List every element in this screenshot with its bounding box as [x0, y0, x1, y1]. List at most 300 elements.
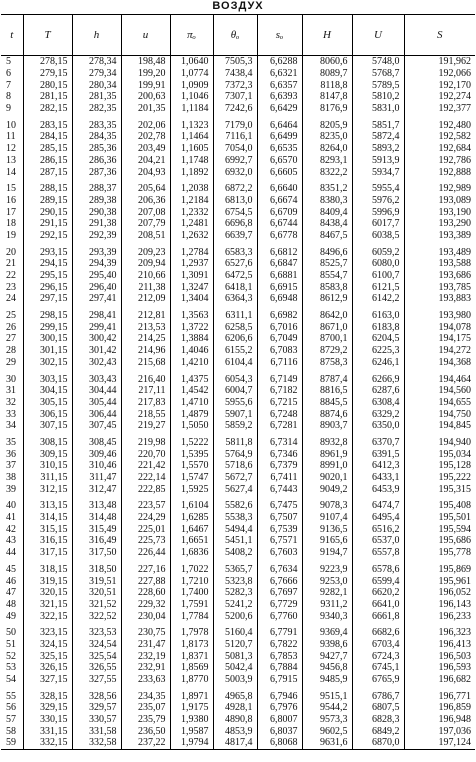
table-cell: 8264,0	[302, 143, 352, 155]
table-cell: 5627,4	[213, 483, 257, 495]
table-cell: 196,323	[404, 622, 475, 639]
table-cell: 195,869	[404, 559, 475, 576]
table-cell: 56	[6, 702, 16, 714]
table-cell: 8903,7	[302, 420, 352, 432]
table-cell: 6,7853	[257, 650, 302, 662]
table-cell: 50	[6, 627, 16, 639]
table-cell: 295,15	[23, 270, 72, 282]
table-cell: 6,7729	[257, 599, 302, 611]
table-cell: 228,60	[121, 587, 170, 599]
table-cell: 6703,4	[352, 639, 404, 651]
table-cell: 6872,2	[213, 178, 257, 195]
table-cell: 6,8037	[257, 725, 302, 737]
table-cell: 6,7281	[257, 420, 302, 432]
table-row	[1, 408, 475, 420]
table-cell: 304,15	[23, 385, 72, 397]
table-cell: 44	[6, 547, 16, 559]
table-cell: 5120,7	[213, 639, 257, 651]
table-cell: 227,88	[121, 575, 170, 587]
table-cell: 193,883	[404, 293, 475, 305]
table-cell: 194,272	[404, 345, 475, 357]
table-cell: 5081,3	[213, 650, 257, 662]
table-cell: 6370,7	[352, 432, 404, 449]
table-cell: 209,23	[121, 241, 170, 258]
table-cell: 307,15	[23, 420, 72, 432]
table-row	[1, 195, 475, 207]
table-cell: 205,64	[121, 178, 170, 195]
table-cell: 5160,4	[213, 622, 257, 639]
table-cell: 6639,7	[213, 230, 257, 242]
table-cell: 8351,2	[302, 178, 352, 195]
table-cell: 22	[6, 270, 16, 282]
table-cell: 196,052	[404, 587, 475, 599]
table-cell: 8	[6, 91, 11, 103]
table-cell: 6,7760	[257, 610, 302, 622]
table-cell: 6849,2	[352, 725, 404, 737]
table-cell: 51	[6, 638, 16, 650]
table-row	[1, 472, 475, 484]
table-cell: 308,15	[23, 432, 72, 449]
table-cell: 6,6570	[257, 155, 302, 167]
table-cell: 6,7634	[257, 559, 302, 576]
table-cell: 195,501	[404, 512, 475, 524]
table-cell: 5768,7	[352, 68, 404, 80]
table-cell: 281,35	[72, 91, 121, 103]
table-cell: 7179,0	[213, 114, 257, 131]
table-cell: 6059,2	[352, 241, 404, 258]
table-cell: 287,15	[23, 166, 72, 178]
table-cell: 1,7784	[170, 610, 213, 622]
table-cell: 329,57	[72, 702, 121, 714]
table-cell: 6,7411	[257, 472, 302, 484]
table-cell: 6,6881	[257, 270, 302, 282]
table-cell: 7372,3	[213, 79, 257, 91]
table-cell: 213,53	[121, 321, 170, 333]
table-cell: 9631,6	[302, 737, 352, 749]
table-cell: 222,14	[121, 472, 170, 484]
table-cell: 16	[6, 194, 16, 206]
table-cell: 196,859	[404, 702, 475, 714]
table-cell: 8932,8	[302, 432, 352, 449]
table-cell: 9515,1	[302, 685, 352, 702]
table-cell: 6,7946	[257, 685, 302, 702]
table-cell: 1,6651	[170, 535, 213, 547]
table-cell: 6163,0	[352, 305, 404, 322]
table-cell: 36	[6, 448, 16, 460]
table-cell: 9369,4	[302, 622, 352, 639]
table-cell: 6724,3	[352, 650, 404, 662]
table-row	[1, 575, 475, 587]
table-cell: 7438,4	[213, 68, 257, 80]
table-cell: 196,413	[404, 639, 475, 651]
table-cell: 6453,9	[352, 483, 404, 495]
table-cell: 330,15	[23, 714, 72, 726]
table-cell: 219,27	[121, 420, 170, 432]
table-cell: 214,96	[121, 345, 170, 357]
table-cell: 1,5395	[170, 448, 213, 460]
table-cell: 9	[6, 103, 11, 115]
table-cell: 290,15	[23, 206, 72, 218]
table-row	[1, 599, 475, 611]
table-cell: 6,6948	[257, 293, 302, 305]
table-cell: 8816,5	[302, 385, 352, 397]
table-cell: 6516,2	[352, 523, 404, 535]
table-cell: 208,51	[121, 230, 170, 242]
table-cell: 7505,3	[213, 56, 257, 68]
table-cell: 1,7400	[170, 587, 213, 599]
table-cell: 49	[6, 610, 16, 622]
table-cell: 6,6674	[257, 195, 302, 207]
table-cell: 6,6393	[257, 91, 302, 103]
table-cell: 52	[6, 650, 16, 662]
table-cell: 194,464	[404, 368, 475, 385]
table-cell: 6311,1	[213, 305, 257, 322]
table-cell: 8612,9	[302, 293, 352, 305]
table-cell: 328,56	[72, 685, 121, 702]
table-cell: 1,6104	[170, 495, 213, 512]
table-cell: 320,15	[23, 587, 72, 599]
table-row	[1, 79, 475, 91]
table-cell: 192,066	[404, 68, 475, 80]
table-cell: 6100,7	[352, 270, 404, 282]
table-cell: 324,54	[72, 639, 121, 651]
table-cell: 308,45	[72, 432, 121, 449]
table-cell: 279,34	[72, 68, 121, 80]
table-row	[1, 622, 475, 639]
table-cell: 6,7314	[257, 432, 302, 449]
table-row	[1, 333, 475, 345]
table-cell: 12	[6, 143, 16, 155]
table-row	[1, 702, 475, 714]
table-cell: 194,560	[404, 385, 475, 397]
table-cell: 1,8971	[170, 685, 213, 702]
table-cell: 283,35	[72, 114, 121, 131]
table-row	[1, 206, 475, 218]
table-cell: 6,6321	[257, 68, 302, 80]
table-cell: 6,7116	[257, 357, 302, 369]
table-row	[1, 495, 475, 512]
table-cell: 35	[6, 436, 16, 448]
table-cell: 6583,3	[213, 241, 257, 258]
table-cell: 6,7884	[257, 662, 302, 674]
table-cell: 288,15	[23, 178, 72, 195]
table-cell: 223,57	[121, 495, 170, 512]
table-cell: 280,15	[23, 79, 72, 91]
table-cell: 217,83	[121, 397, 170, 409]
table-cell: 8554,7	[302, 270, 352, 282]
column-header: S	[404, 15, 475, 56]
table-cell: 8438,4	[302, 218, 352, 230]
table-cell: 316,15	[23, 535, 72, 547]
table-cell: 9223,9	[302, 559, 352, 576]
table-cell: 29	[6, 356, 16, 368]
table-cell: 5996,9	[352, 206, 404, 218]
table-cell: 6,7016	[257, 321, 302, 333]
table-cell: 5851,7	[352, 114, 404, 131]
table-cell: 315,49	[72, 523, 121, 535]
table-cell: 6,6778	[257, 230, 302, 242]
table-row	[1, 218, 475, 230]
table-cell: 306,44	[72, 408, 121, 420]
table-cell: 212,81	[121, 305, 170, 322]
table-cell: 6412,3	[352, 460, 404, 472]
table-row	[1, 178, 475, 195]
table-cell: 194,368	[404, 357, 475, 369]
table-cell: 282,15	[23, 103, 72, 115]
table-cell: 1,1323	[170, 114, 213, 131]
table-cell: 7242,6	[213, 103, 257, 115]
table-cell: 7054,0	[213, 143, 257, 155]
table-cell: 1,8569	[170, 662, 213, 674]
table-cell: 43	[6, 535, 16, 547]
table-cell: 9194,7	[302, 547, 352, 559]
table-cell: 5764,9	[213, 448, 257, 460]
column-header: U	[352, 15, 404, 56]
table-cell: 322,15	[23, 610, 72, 622]
table-row	[1, 345, 475, 357]
table-cell: 1,1892	[170, 166, 213, 178]
table-cell: 6786,7	[352, 685, 404, 702]
table-cell: 6,6744	[257, 218, 302, 230]
table-cell: 306,15	[23, 408, 72, 420]
table-cell: 194,175	[404, 333, 475, 345]
table-cell: 6,7539	[257, 523, 302, 535]
table-cell: 8758,3	[302, 357, 352, 369]
table-cell: 6661,8	[352, 610, 404, 622]
table-cell: 284,15	[23, 131, 72, 143]
table-cell: 235,07	[121, 702, 170, 714]
table-cell: 6828,3	[352, 714, 404, 726]
table-cell: 6472,5	[213, 270, 257, 282]
table-cell: 6258,5	[213, 321, 257, 333]
column-header: θₒ	[213, 15, 257, 56]
column-header: u	[121, 15, 170, 56]
table-cell: 1,5925	[170, 483, 213, 495]
table-cell: 5003,9	[213, 674, 257, 686]
table-cell: 6,6499	[257, 131, 302, 143]
table-cell: 304,44	[72, 385, 121, 397]
table-cell: 1,3722	[170, 321, 213, 333]
table-cell: 192,377	[404, 103, 475, 115]
table-cell: 6620,2	[352, 587, 404, 599]
table-cell: 1,9175	[170, 702, 213, 714]
table-cell: 23	[6, 281, 16, 293]
table-cell: 199,20	[121, 68, 170, 80]
table-cell: 1,8371	[170, 650, 213, 662]
table-cell: 6,6709	[257, 206, 302, 218]
table-cell: 310,15	[23, 460, 72, 472]
table-row	[1, 293, 475, 305]
table-cell: 34	[6, 420, 16, 432]
table-cell: 1,5570	[170, 460, 213, 472]
table-cell: 6,7215	[257, 397, 302, 409]
table-cell: 1,2784	[170, 241, 213, 258]
table-cell: 6,6357	[257, 79, 302, 91]
table-cell: 8642,0	[302, 305, 352, 322]
table-cell: 326,55	[72, 662, 121, 674]
table-cell: 299,41	[72, 321, 121, 333]
table-cell: 232,19	[121, 650, 170, 662]
table-cell: 4928,1	[213, 702, 257, 714]
table-cell: 6054,3	[213, 368, 257, 385]
table-cell: 1,4879	[170, 408, 213, 420]
table-cell: 1,0640	[170, 56, 213, 68]
table-cell: 1,2481	[170, 218, 213, 230]
table-cell: 300,15	[23, 333, 72, 345]
table-cell: 327,15	[23, 674, 72, 686]
table-cell: 192,170	[404, 79, 475, 91]
table-cell: 8583,8	[302, 281, 352, 293]
table-cell: 6364,3	[213, 293, 257, 305]
table-cell: 216,40	[121, 368, 170, 385]
table-cell: 1,9587	[170, 725, 213, 737]
table-cell: 328,15	[23, 685, 72, 702]
table-cell: 9456,8	[302, 662, 352, 674]
table-cell: 1,2632	[170, 230, 213, 242]
table-cell: 4965,8	[213, 685, 257, 702]
table-cell: 6004,7	[213, 385, 257, 397]
table-cell: 301,15	[23, 345, 72, 357]
table-row	[1, 68, 475, 80]
table-cell: 1,4046	[170, 345, 213, 357]
table-cell: 231,47	[121, 639, 170, 651]
table-row	[1, 385, 475, 397]
table-cell: 196,143	[404, 599, 475, 611]
table-cell: 278,15	[23, 56, 72, 68]
table-cell: 8845,5	[302, 397, 352, 409]
table-cell: 1,2937	[170, 258, 213, 270]
table-cell: 195,686	[404, 535, 475, 547]
table-cell: 6,6847	[257, 258, 302, 270]
table-cell: 207,08	[121, 206, 170, 218]
table-cell: 287,36	[72, 166, 121, 178]
table-row	[1, 114, 475, 131]
table-row	[1, 143, 475, 155]
table-cell: 295,40	[72, 270, 121, 282]
table-cell: 5811,8	[213, 432, 257, 449]
table-cell: 8380,3	[302, 195, 352, 207]
table-cell: 9311,2	[302, 599, 352, 611]
table-cell: 5955,6	[213, 397, 257, 409]
table-cell: 214,25	[121, 333, 170, 345]
table-row	[1, 610, 475, 622]
table-cell: 193,785	[404, 281, 475, 293]
table-cell: 9573,3	[302, 714, 352, 726]
table-cell: 20	[6, 246, 16, 258]
table-cell: 8496,6	[302, 241, 352, 258]
table-cell: 5	[6, 56, 11, 68]
table-cell: 192,989	[404, 178, 475, 195]
table-cell: 196,682	[404, 674, 475, 686]
table-cell: 194,655	[404, 397, 475, 409]
table-cell: 317,15	[23, 547, 72, 559]
table-cell: 1,1184	[170, 103, 213, 115]
table-cell: 195,034	[404, 448, 475, 460]
table-cell: 192,582	[404, 131, 475, 143]
table-cell: 13	[6, 154, 16, 166]
table-title: ВОЗДУХ	[212, 0, 264, 12]
table-cell: 58	[6, 725, 16, 737]
table-cell: 8293,1	[302, 155, 352, 167]
table-cell: 5494,4	[213, 523, 257, 535]
table-cell: 8874,6	[302, 408, 352, 420]
table-cell: 5831,0	[352, 103, 404, 115]
table-cell: 6142,2	[352, 293, 404, 305]
table-cell: 221,42	[121, 460, 170, 472]
table-cell: 6807,5	[352, 702, 404, 714]
table-cell: 319,15	[23, 575, 72, 587]
table-cell: 1,3247	[170, 281, 213, 293]
table-cell: 11	[6, 131, 16, 143]
table-cell: 6754,5	[213, 206, 257, 218]
table-cell: 4817,4	[213, 737, 257, 749]
table-cell: 319,51	[72, 575, 121, 587]
table-cell: 200,63	[121, 91, 170, 103]
table-cell: 299,15	[23, 321, 72, 333]
table-cell: 6557,8	[352, 547, 404, 559]
table-row	[1, 587, 475, 599]
table-cell: 312,47	[72, 483, 121, 495]
table-cell: 9107,4	[302, 512, 352, 524]
table-cell: 296,15	[23, 281, 72, 293]
table-cell: 224,29	[121, 512, 170, 524]
table-cell: 229,32	[121, 599, 170, 611]
table-cell: 5672,7	[213, 472, 257, 484]
table-cell: 9282,1	[302, 587, 352, 599]
table-cell: 1,8770	[170, 674, 213, 686]
table-cell: 1,1605	[170, 143, 213, 155]
table-row	[1, 103, 475, 115]
table-row	[1, 56, 475, 68]
table-cell: 1,8173	[170, 639, 213, 651]
table-cell: 192,684	[404, 143, 475, 155]
table-cell: 6813,0	[213, 195, 257, 207]
table-cell: 46	[6, 575, 16, 587]
table-cell: 309,15	[23, 448, 72, 460]
table-cell: 8235,0	[302, 131, 352, 143]
table-cell: 303,15	[23, 368, 72, 385]
table-cell: 192,274	[404, 91, 475, 103]
table-cell: 297,15	[23, 293, 72, 305]
table-cell: 6,7475	[257, 495, 302, 512]
table-cell: 303,43	[72, 368, 121, 385]
column-header: t	[1, 15, 23, 56]
table-cell: 8089,7	[302, 68, 352, 80]
table-cell: 8787,4	[302, 368, 352, 385]
column-header: T	[23, 15, 72, 56]
table-cell: 6038,5	[352, 230, 404, 242]
table-cell: 196,593	[404, 662, 475, 674]
table-cell: 8147,8	[302, 91, 352, 103]
table-cell: 26	[6, 321, 16, 333]
table-cell: 215,68	[121, 357, 170, 369]
table-cell: 25	[6, 310, 16, 322]
table-cell: 290,38	[72, 206, 121, 218]
table-cell: 6745,1	[352, 662, 404, 674]
table-cell: 203,49	[121, 143, 170, 155]
table-cell: 6,7182	[257, 385, 302, 397]
table-cell: 57	[6, 714, 16, 726]
table-cell: 8322,2	[302, 166, 352, 178]
table-cell: 5859,2	[213, 420, 257, 432]
table-cell: 220,70	[121, 448, 170, 460]
table-cell: 9020,1	[302, 472, 352, 484]
table-cell: 6,7791	[257, 622, 302, 639]
table-cell: 6,7603	[257, 547, 302, 559]
header-row	[1, 15, 475, 56]
table-row	[1, 368, 475, 385]
table-cell: 6,8068	[257, 737, 302, 749]
